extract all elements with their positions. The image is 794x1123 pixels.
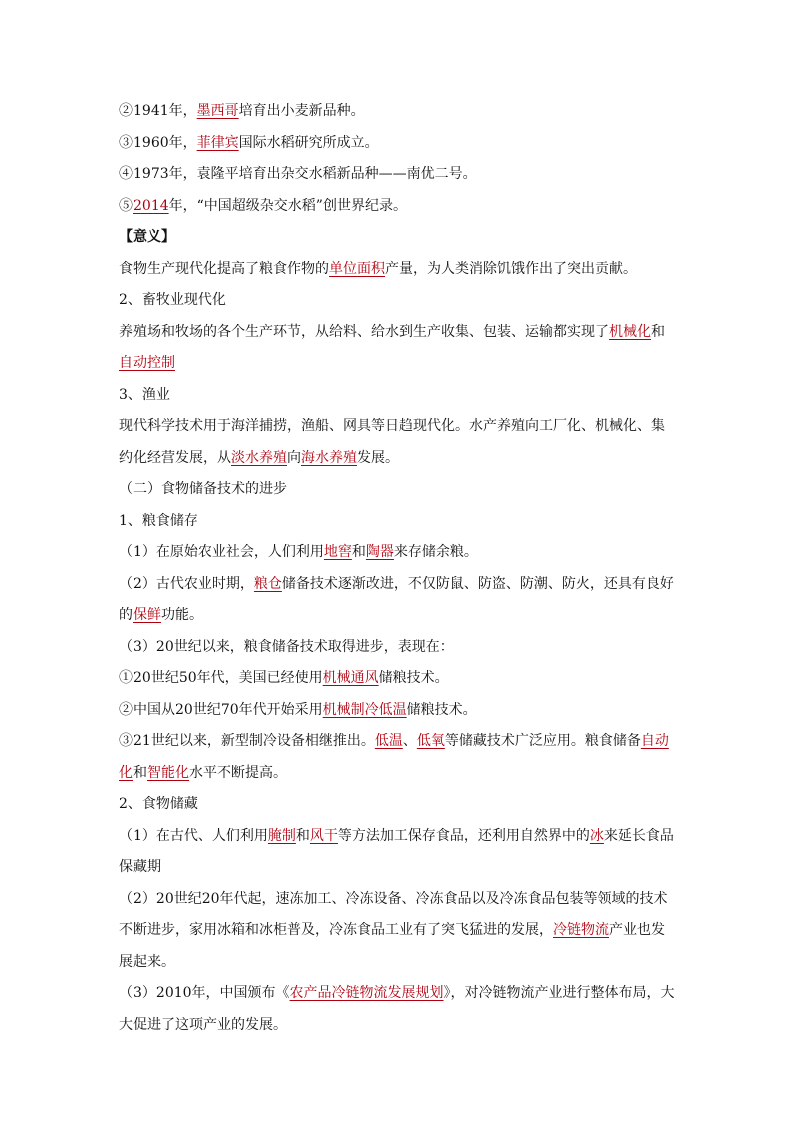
highlighted-keyword: 海水养殖	[301, 449, 357, 466]
text-segment: 发展。	[357, 449, 399, 466]
highlighted-keyword: 菲律宾	[196, 134, 239, 151]
text-line	[119, 947, 679, 979]
text-line	[119, 443, 679, 475]
text-segment: 和	[133, 764, 147, 781]
text-line	[119, 758, 679, 790]
text-line	[119, 821, 679, 853]
text-segment: 1、粮食储存	[119, 512, 198, 529]
highlighted-keyword: 粮仓	[253, 575, 282, 592]
text-segment: 国际水稻研究所成立。	[238, 134, 379, 151]
text-line	[119, 537, 679, 569]
text-line	[119, 348, 679, 380]
highlighted-keyword: 智能化	[147, 764, 189, 781]
text-segment: 约化经营发展，从	[119, 449, 231, 466]
text-segment: ④1973年，袁隆平培育出杂交水稻新品种——南优二号。	[119, 166, 477, 182]
text-segment: 水平不断提高。	[189, 764, 287, 781]
text-line	[119, 663, 679, 695]
text-line	[119, 96, 679, 128]
text-line	[119, 254, 679, 286]
highlighted-keyword: 保鲜	[133, 607, 161, 623]
text-segment: ③1960年，	[119, 134, 197, 151]
highlighted-keyword: 冷链物流	[553, 922, 609, 938]
text-segment: 、	[402, 733, 417, 749]
text-line	[119, 128, 679, 160]
text-line	[119, 884, 679, 916]
text-segment: 和	[651, 323, 665, 340]
text-line	[119, 506, 679, 538]
highlighted-keyword: 自动控制	[119, 355, 175, 371]
text-segment: 不断进步，家用冰箱和冰柜普及，冷冻食品工业有了突飞猛进的发展，	[119, 922, 553, 938]
text-segment: 产量，为人类消除饥饿作出了突出贡献。	[385, 260, 637, 277]
text-segment: （2）20世纪20年代起，速冻加工、冷冻设备、冷冻食品以及冷冻食品包装等领域的技术	[119, 890, 668, 907]
text-segment: 储备技术逐渐改进，不仅防鼠、防盗、防潮、防火，还具有良好	[281, 575, 674, 592]
text-segment: 和	[295, 827, 310, 844]
text-line	[119, 852, 679, 884]
text-segment: 和	[351, 544, 366, 560]
document-page	[119, 96, 679, 1041]
text-segment: 》，对冷链物流产业进行整体布局，大	[443, 985, 675, 1001]
text-segment: 功能。	[161, 607, 203, 623]
text-line	[119, 1010, 679, 1042]
text-line	[119, 632, 679, 664]
text-line	[119, 474, 679, 506]
highlighted-keyword: 腌制	[267, 827, 296, 844]
highlighted-keyword: 自动	[640, 733, 669, 749]
highlighted-keyword: 墨西哥	[196, 103, 239, 119]
text-line	[119, 380, 679, 412]
text-segment: 培育出小麦新品种。	[238, 103, 365, 119]
text-segment: （二）食物储备技术的进步	[119, 481, 287, 497]
highlighted-keyword: 2014	[133, 197, 169, 214]
text-segment: （1）在古代、人们利用	[119, 827, 268, 844]
text-segment: 展起来。	[119, 953, 175, 970]
text-segment: 储粮技术。	[406, 701, 477, 718]
highlighted-keyword: 机械通风	[322, 670, 379, 686]
text-line	[119, 222, 679, 254]
highlighted-keyword: 冰	[589, 827, 604, 844]
highlighted-keyword: 淡水养殖	[231, 449, 287, 466]
highlighted-keyword: 低温	[374, 733, 403, 749]
text-segment: 的	[119, 607, 133, 623]
text-line	[119, 789, 679, 821]
text-segment: 等储藏技术广泛应用。粮食储备	[444, 733, 641, 749]
text-line	[119, 191, 679, 223]
text-segment: 2、食物储藏	[119, 796, 198, 812]
text-line	[119, 978, 679, 1010]
text-segment: 来存储余粮。	[393, 544, 478, 560]
text-segment: 年，“中国超级杂交水稻”创世界纪录。	[168, 197, 407, 214]
text-segment: 大促进了这项产业的发展。	[119, 1016, 287, 1033]
highlighted-keyword: 陶器	[365, 544, 394, 560]
text-segment: 保藏期	[119, 859, 161, 875]
text-line	[119, 915, 679, 947]
text-line	[119, 159, 679, 191]
text-segment: ⑤	[119, 197, 133, 214]
highlighted-keyword: 机械化	[609, 323, 651, 340]
text-segment: （3）2010年，中国颁布《	[119, 985, 290, 1001]
text-line	[119, 569, 679, 601]
text-segment: ③21世纪以来，新型制冷设备相继推出。	[119, 733, 375, 749]
highlighted-keyword: 机械制冷低温	[322, 701, 407, 718]
text-segment: 现代科学技术用于海洋捕捞，渔船、网具等日趋现代化。水产养殖向工厂化、机械化、集	[119, 418, 665, 434]
text-segment: 储粮技术。	[378, 670, 449, 686]
highlighted-keyword: 风干	[309, 827, 338, 844]
text-line	[119, 285, 679, 317]
text-line	[119, 726, 679, 758]
text-segment: ①20世纪50年代，美国已经使用	[119, 670, 323, 686]
text-segment: 食物生产现代化提高了粮食作物的	[119, 260, 329, 277]
highlighted-keyword: 低氧	[416, 733, 445, 749]
text-segment: 【意义】	[119, 229, 175, 245]
text-line	[119, 317, 679, 349]
highlighted-keyword: 农产品冷链物流发展规划	[289, 985, 444, 1001]
text-segment: 来延长食品	[603, 827, 674, 844]
text-segment: 向	[287, 449, 301, 466]
text-line	[119, 411, 679, 443]
highlighted-keyword: 化	[119, 764, 133, 781]
text-segment: （1）在原始农业社会，人们利用	[119, 544, 324, 560]
text-segment: 等方法加工保存食品，还利用自然界中的	[337, 827, 590, 844]
text-segment: （3）20世纪以来，粮食储备技术取得进步，表现在：	[119, 638, 454, 655]
text-segment: ②1941年，	[119, 103, 197, 119]
text-line	[119, 695, 679, 727]
text-segment: 3、渔业	[119, 386, 170, 403]
highlighted-keyword: 地窖	[323, 544, 352, 560]
text-line	[119, 600, 679, 632]
text-segment: 产业也发	[609, 922, 665, 938]
text-segment: 养殖场和牧场的各个生产环节，从给料、给水到生产收集、包装、运输都实现了	[119, 323, 609, 340]
highlighted-keyword: 单位面积	[329, 260, 385, 277]
text-segment: （2）古代农业时期，	[119, 575, 254, 592]
text-segment: ②中国从20世纪70年代开始采用	[119, 701, 323, 718]
text-segment: 2、畜牧业现代化	[119, 292, 226, 308]
